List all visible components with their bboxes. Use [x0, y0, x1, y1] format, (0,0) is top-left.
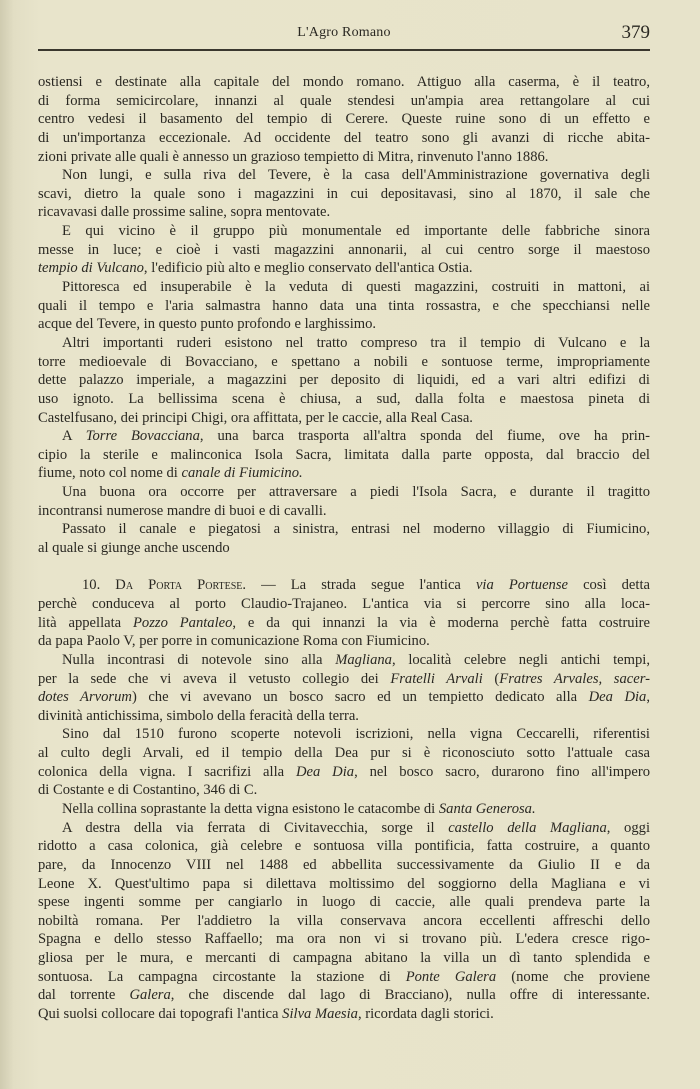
- text-line: [38, 148, 650, 167]
- text-segment: ridotto a casa colonica, già celebre e sontuosa villa pontificia, fatta costruire, a quanto: [38, 838, 650, 855]
- paragraph: [38, 483, 650, 520]
- text-segment: Sino dal 1510 furono scoperte notevoli iscrizioni, nella vigna Ceccarelli, riferentisi: [62, 726, 650, 743]
- text-segment: incontransi numerose mandre di buoi e di cavalli.: [38, 502, 327, 519]
- paragraph: [38, 819, 650, 1024]
- text-line: [38, 371, 650, 390]
- text-segment: , l'edificio più alto e meglio conservato dell'antica Ostia.: [143, 260, 473, 277]
- paragraph: [38, 334, 650, 427]
- text-segment: Passato il canale e piegatosi a sinistra, entrasi nel moderno villaggio di Fiumicino,: [62, 521, 650, 538]
- text-segment: , che discende dal lago di Bracciano), nulla offre di interessante.: [170, 987, 650, 1004]
- text-segment: lità appellata: [38, 614, 134, 631]
- text-line: [38, 278, 650, 297]
- text-segment: zioni private alle quali è annesso un grazioso tempietto di Mitra, rinvenuto l'anno 1886.: [38, 148, 549, 165]
- paragraph: [38, 278, 650, 334]
- text-segment: cipio la sterile e malinconica Isola Sacra, limitata dalla parte opposta, dal braccio del: [38, 446, 650, 463]
- text-segment: centro vedesi il basamento del tempio di Cerere. Queste ruine sono di un effetto e: [38, 111, 650, 128]
- text-segment: pare, da Innocenzo VIII nel 1488 ed abbellita successivamente da Giulio II e da: [38, 856, 650, 873]
- text-segment: scavi, dietro la quale sono i magazzini in cui depositavasi, sino al 1870, il sale che: [38, 185, 650, 202]
- text-segment: Spagna e dello stesso Raffaello; ma ora non vi si trovano più. L'edera cresce rigo-: [38, 931, 650, 948]
- page-header: [38, 22, 650, 46]
- paragraph: [38, 520, 650, 557]
- text-line: [38, 166, 650, 185]
- text-line: [38, 781, 650, 800]
- text-segment: di un'importanza eccezionale. Ad occidente del teatro sono gli avanzi di ricche abita-: [38, 129, 650, 146]
- text-segment: (: [482, 670, 500, 687]
- text-segment: al culto degli Arvali, ed il tempio della Dea pur si è riconosciuto sotto l'attuale casa: [38, 745, 650, 762]
- italic-text: Dea Dia: [296, 763, 355, 780]
- text-line: [38, 930, 650, 949]
- text-segment: , una barca trasporta all'altra sponda del fiume, ove ha prin-: [199, 428, 650, 445]
- text-line: [38, 464, 650, 483]
- section-heading-paragraph: [38, 576, 650, 651]
- italic-text: Ponte Galera: [405, 968, 497, 985]
- paragraph: [38, 166, 650, 222]
- text-segment: quali il tempo e l'aria salmastra hanno data una tinta rossastra, e che specchiansi nelle: [38, 297, 650, 314]
- italic-text: canale di Fiumicino.: [181, 465, 303, 482]
- text-line: [38, 520, 650, 539]
- italic-text: Torre Bovacciana: [85, 428, 200, 445]
- text-line: [38, 259, 650, 278]
- text-segment: ricavavasi dalle prossime saline, sopra mentovate.: [38, 204, 331, 221]
- text-line: [38, 203, 650, 222]
- running-title: L'Agro Romano: [297, 25, 391, 40]
- text-segment: Qui suolsi collocare dai topografi l'antica: [38, 1006, 283, 1023]
- text-line: [38, 800, 650, 819]
- italic-text: tempio di Vulcano: [38, 260, 144, 277]
- text-line: [38, 856, 650, 875]
- text-segment: così detta: [568, 577, 650, 594]
- text-segment: divinità antichissima, simbolo della feracità della terra.: [38, 707, 359, 724]
- text-segment: messe in luce; e cioè i vasti magazzini annonarii, al cui centro sorge il maestoso: [38, 241, 650, 258]
- italic-text: Santa Generosa.: [438, 800, 536, 817]
- text-segment: di Costante e di Costantino, 346 di C.: [38, 782, 258, 799]
- italic-text: Silva Maesia: [282, 1006, 358, 1023]
- paragraph: [38, 222, 650, 278]
- text-segment: ) che vi avevano un bosco sacro ed un tempietto dedicato alla: [131, 689, 589, 706]
- text-line: [38, 968, 650, 987]
- paragraph: [38, 651, 650, 726]
- text-segment: A: [62, 428, 86, 445]
- text-segment: Non lungi, e sulla riva del Tevere, è la casa dell'Amministrazione governativa degli: [62, 167, 650, 184]
- text-segment: dette palazzo imperiale, a magazzini per deposito di liquidi, ed a vari altri edifizi di: [38, 372, 650, 389]
- page-number: 379: [621, 22, 650, 43]
- text-segment: al quale si giunge anche uscendo: [38, 540, 230, 557]
- text-segment: , nel bosco sacro, durarono fino all'impero: [354, 763, 650, 780]
- text-line: [38, 912, 650, 931]
- text-segment: acque del Tevere, in questo punto profondo e larghissimo.: [38, 316, 377, 333]
- text-line: [38, 427, 650, 446]
- text-line: [38, 222, 650, 241]
- text-segment: colonica della vigna. I sacrifizi alla: [38, 763, 296, 780]
- text-line: [38, 949, 650, 968]
- text-segment: da papa Paolo V, per porre in comunicazione Roma con Fiumicino.: [38, 633, 430, 650]
- text-segment: Castelfusano, dei principi Chigi, ora affittata, per le caccie, alla Real Casa.: [38, 409, 473, 426]
- text-segment: Leone X. Quest'ultimo papa si dilettava moltissimo del soggiorno della Magliana e vi: [38, 875, 650, 892]
- text-line: [38, 614, 650, 633]
- paragraph: [38, 800, 650, 819]
- text-line: [38, 837, 650, 856]
- text-line: [38, 241, 650, 260]
- header-rule: [38, 49, 650, 51]
- text-line: [38, 763, 650, 782]
- text-line: [38, 110, 650, 129]
- text-segment: 10.: [82, 577, 116, 594]
- text-line: [38, 576, 650, 595]
- text-line: [38, 707, 650, 726]
- text-segment: gliosa per le mura, e mercanti di campagna abitano la villa un dì tanto splendida e: [38, 950, 650, 967]
- text-line: [38, 688, 650, 707]
- paragraph: [38, 725, 650, 800]
- text-segment: , località celebre negli antichi tempi,: [391, 651, 650, 668]
- text-segment: per la sede che vi aveva il vetusto collegio dei: [38, 670, 391, 687]
- text-segment: torre medioevale di Bovacciano, e spettano a nobili e sontuose terme, impropriamente: [38, 353, 650, 370]
- text-line: [38, 334, 650, 353]
- text-segment: A destra della via ferrata di Civitavecchia, sorge il: [62, 819, 449, 836]
- text-line: [38, 446, 650, 465]
- page-body: [38, 73, 650, 1024]
- italic-text: Fratelli Arvali: [390, 670, 483, 687]
- text-line: [38, 875, 650, 894]
- text-line: [38, 409, 650, 428]
- text-segment: ostiensi e destinate alla capitale del mondo romano. Attiguo alla caserma, è il teatro,: [38, 74, 650, 90]
- italic-text: castello della Magliana: [448, 819, 607, 836]
- text-segment: ,: [646, 689, 650, 706]
- text-line: [38, 819, 650, 838]
- text-segment: Una buona ora occorre per attraversare a piedi l'Isola Sacra, e durante il tragitto: [62, 484, 650, 501]
- italic-text: Fratres Arvales, sacer-: [499, 670, 650, 687]
- text-line: [38, 725, 650, 744]
- text-line: [38, 297, 650, 316]
- text-line: [38, 185, 650, 204]
- text-segment: Nulla incontrasi di notevole sino alla: [62, 651, 336, 668]
- text-segment: Altri importanti ruderi esistono nel tratto compreso tra il tempio di Vulcano e la: [62, 334, 650, 351]
- text-segment: Pittoresca ed insuperabile è la veduta di questi magazzini, costruiti in mattoni, ai: [62, 279, 650, 296]
- italic-text: Magliana: [335, 651, 392, 668]
- text-segment: perchè conduceva al porto Claudio-Trajaneo. L'antica via si percorre sino alla loca-: [38, 595, 650, 612]
- italic-text: via Portuense: [475, 577, 569, 594]
- text-line: [38, 92, 650, 111]
- text-segment: spese ingenti somme per cangiarlo in luogo di caccie, alle quali prendeva parte la: [38, 894, 650, 911]
- paragraph: [38, 73, 650, 166]
- text-line: [38, 595, 650, 614]
- italic-text: dotes Arvorum: [38, 689, 132, 706]
- text-segment: Nella collina soprastante la detta vigna esistono le catacombe di: [62, 800, 439, 817]
- text-line: [38, 483, 650, 502]
- text-segment: E qui vicino è il gruppo più monumentale ed importante delle fabbriche sinora: [62, 223, 650, 240]
- text-line: [38, 353, 650, 372]
- italic-text: Dea Dia: [588, 689, 647, 706]
- text-segment: , ricordata dagli storici.: [357, 1006, 494, 1023]
- italic-text: Pozzo Pantaleo: [133, 614, 233, 631]
- text-line: [38, 651, 650, 670]
- text-segment: di forma semicircolare, innanzi al quale stendesi un'ampia area rettangolare al cui: [38, 92, 650, 109]
- text-segment: dal torrente: [38, 987, 130, 1004]
- text-line: [38, 893, 650, 912]
- text-segment: fiume, noto col nome di: [38, 465, 182, 482]
- text-line: [38, 632, 650, 651]
- text-segment: , e da qui innanzi la via è moderna perchè fatta costruire: [232, 614, 650, 631]
- text-line: [38, 670, 650, 689]
- text-line: [38, 390, 650, 409]
- text-line: [38, 1005, 650, 1024]
- text-line: [38, 73, 650, 92]
- text-segment: , oggi: [606, 819, 651, 836]
- text-segment: sontuosa. La campagna circostante la stazione di: [38, 968, 406, 985]
- text-line: [38, 744, 650, 763]
- text-line: [38, 986, 650, 1005]
- section-title: Da Porta Portese.: [115, 577, 247, 594]
- text-line: [38, 502, 650, 521]
- text-segment: nobiltà romana. Per l'addietro la villa conservava ancora eccellenti affreschi dello: [38, 912, 650, 929]
- italic-text: Galera: [129, 987, 171, 1004]
- text-line: [38, 129, 650, 148]
- text-segment: uso ignoto. La bellissima scena è chiusa, a sud, dalla folta e maestosa pineta di: [38, 390, 650, 407]
- text-line: [38, 539, 650, 558]
- section-gap: [38, 558, 650, 577]
- text-line: [38, 315, 650, 334]
- paragraph: [38, 427, 650, 483]
- text-segment: (nome che proviene: [496, 968, 650, 985]
- text-segment: — La strada segue l'antica: [246, 577, 476, 594]
